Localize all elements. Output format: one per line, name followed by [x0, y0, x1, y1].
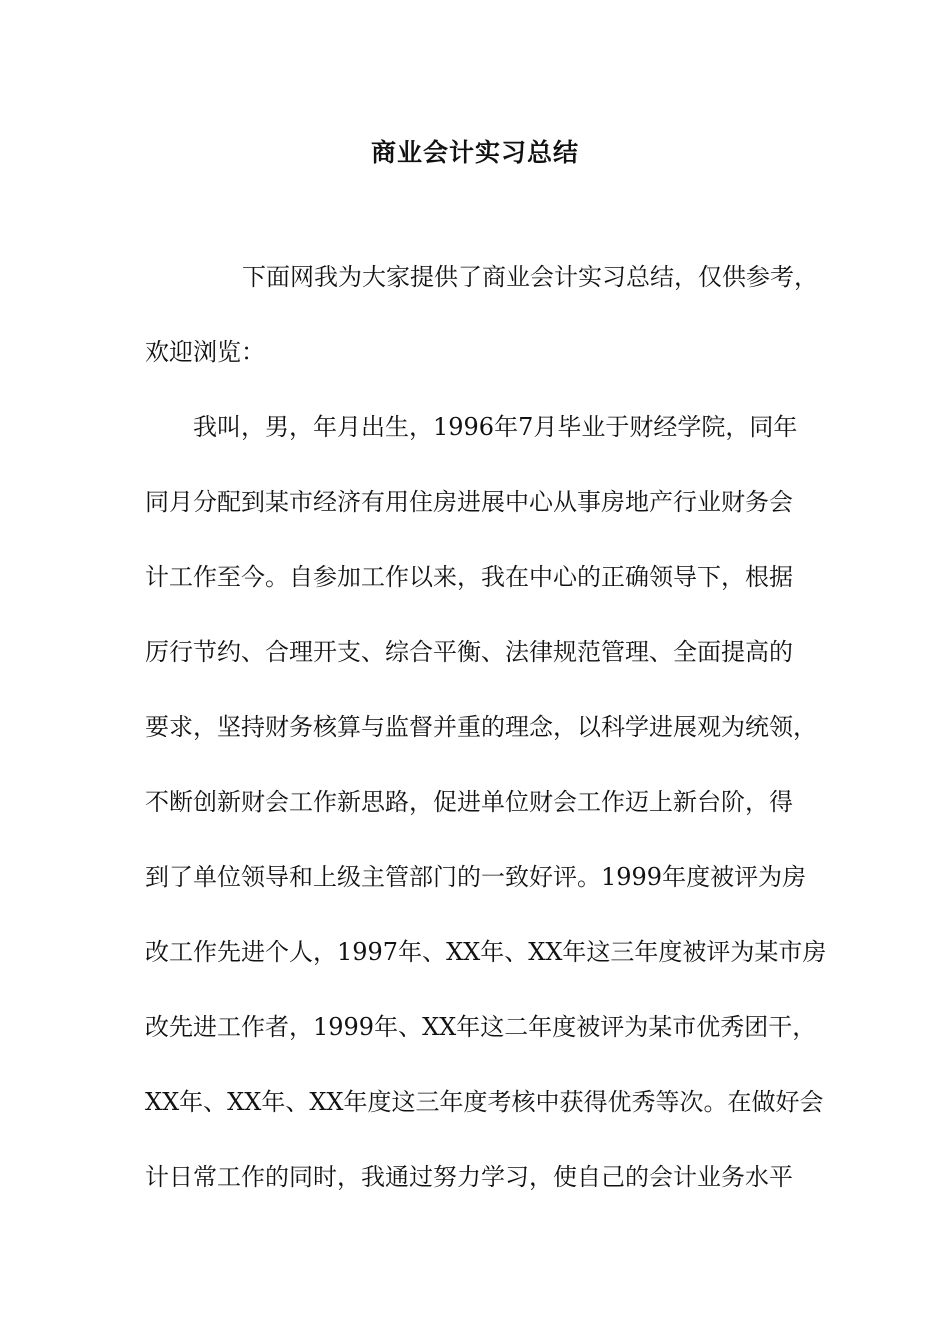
- document-body: [145, 259, 825, 1234]
- text-line: 同月分配到某市经济有用住房进展中心从事房地产行业财务会: [145, 488, 793, 516]
- text-line: 下面网我为大家提供了商业会计实习总结，仅供参考，: [242, 263, 818, 291]
- text-line: 改先进工作者，1999年、XX年这二年度被评为某市优秀团干，: [145, 1013, 817, 1041]
- text-line: 要求，坚持财务核算与监督并重的理念，以科学进展观为统领，: [145, 713, 817, 741]
- text-line: 改工作先进个人，1997年、XX年、XX年这三年度被评为某市房: [145, 938, 827, 966]
- text-line: 我叫，男，年月出生，1996年7月毕业于财经学院，同年: [193, 413, 798, 441]
- text-line: 不断创新财会工作新思路，促进单位财会工作迈上新台阶，得: [145, 788, 793, 816]
- document-title: 商业会计实习总结: [370, 138, 579, 167]
- text-line: 计工作至今。自参加工作以来，我在中心的正确领导下，根据: [145, 563, 793, 591]
- text-line: 厉行节约、合理开支、综合平衡、法律规范管理、全面提高的: [145, 638, 793, 666]
- text-line: 计日常工作的同时，我通过努力学习，使自己的会计业务水平: [145, 1163, 793, 1191]
- text-line: 到了单位领导和上级主管部门的一致好评。1999年度被评为房: [145, 863, 807, 891]
- text-line: 欢迎浏览：: [145, 338, 265, 366]
- text-line: XX年、XX年、XX年度这三年度考核中获得优秀等次。在做好会: [145, 1088, 824, 1116]
